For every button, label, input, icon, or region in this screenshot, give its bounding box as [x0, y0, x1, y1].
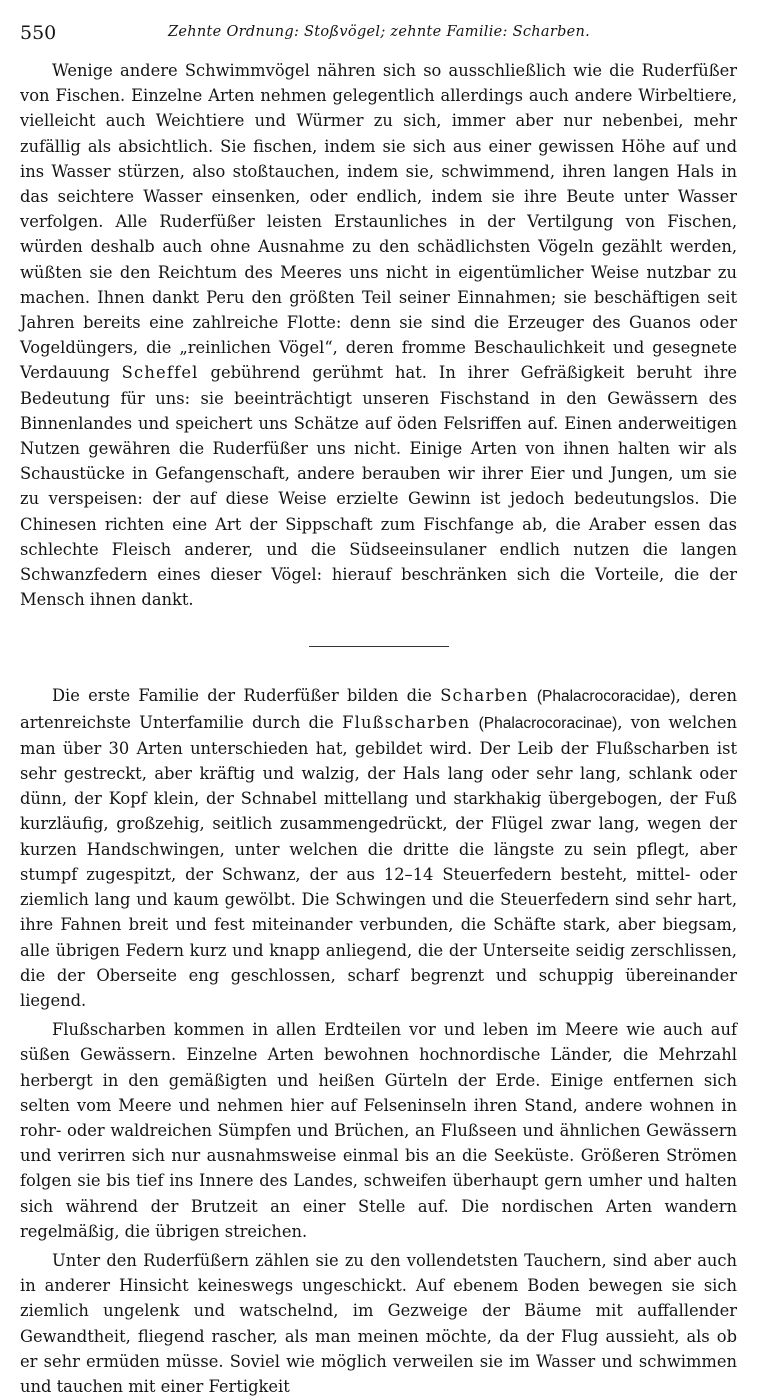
- latin-phalacrocoracidae: (Phalacrocoracidae): [536, 688, 676, 706]
- page-header: [20, 22, 737, 46]
- page-number: 550: [20, 22, 57, 44]
- paragraph-behavior: Unter den Ruderfüßern zählen sie zu den vollendetsten Tauchern, sind aber auch in anderer Hinsicht keineswegs ungeschickt. Auf ebenem Boden bewegen sie sich ziemlich ungelenk und watschelnd, im Gezweige der Bäume mit auffallender Gewandtheit, fliegend rascher, als man meinen möchte, da der Flug aussieht, als ob er sehr ermüden müsse. Soviel wie möglich verweilen sie im Wasser und schwimmen und tauchen mit einer Fertigkeit: [20, 1250, 737, 1396]
- name-scheffel: Scheffel: [121, 363, 199, 383]
- paragraph-fish-diet: Wenige andere Schwimmvögel nähren sich so ausschließlich wie die Ruderfüßer von Fischen. Einzelne Arten nehmen gelegentlich allerdings auch andere Wirbeltiere, vielleicht auch Weichtiere und Würmer zu sich, immer aber nur nebenbei, mehr zufällig als absichtlich. Sie fischen, indem sie sich aus einer gewissen Höhe auf und ins Wasser stürzen, also stoßtauchen, indem sie, schwimmend, ihren langen Hals in das seichtere Wasser einsenken, oder endlich, indem sie ihre Beute unter Wasser verfolgen. Alle Ruderfüßer leisten Erstaunliches in der Vertilgung von Fischen, würden deshalb auch ohne Ausnahme zu den schädlichsten Vögeln gezählt werden, wüßten sie den Reichtum des Meeres uns nicht in eigentümlicher Weise nutzbar zu machen. Ihnen dankt Peru den größten Teil seiner Einnahmen; sie beschäftigen seit Jahren bereits eine zahlreiche Flotte: denn sie sind die Erzeuger des Guanos oder Vogeldüngers, die „reinlichen Vögel“, deren fromme Beschaulichkeit und gesegnete Verdauung Scheffel gebührend gerühmt hat. In ihrer Gefräßigkeit beruht ihre Bedeutung für uns: sie beeinträchtigt unseren Fischstand in den Gewässern des Binnenlandes und speichert uns Schätze auf öden Felsriffen auf. Einen anderweitigen Nutzen gewähren die Ruderfüßer uns nicht. Einige Arten von ihnen halten wir als Schaustücke in Gefangenschaft, andere berauben wir ihrer Eier und Jungen, um sie zu verspeisen: der auf diese Weise erzielte Gewinn ist jedoch bedeutungslos. Die Chinesen richten eine Art der Sippschaft zum Fischfange ab, die Araber essen das schlechte Fleisch anderer, und die Südseeinsulaner endlich nutzen die langen Schwanzfedern eines dieser Vögel: hierauf beschränken sich die Vorteile, die der Mensch ihnen dankt.: [20, 61, 737, 610]
- latin-phalacrocoracinae: (Phalacrocoracinae): [478, 714, 618, 732]
- paragraph-family-description: Die erste Familie der Ruderfüßer bilden die Scharben (Phalacrocoracidae), deren artenreichste Unterfamilie durch die Flußscharben (Phalacrocoracinae), von welchen man über 30 Arten unterschieden hat, gebildet wird. Der Leib der Flußscharben ist sehr gestreckt, aber kräftig und walzig, der Hals lang oder sehr lang, schlank oder dünn, der Kopf klein, der Schnabel mittellang und starkhakig übergebogen, der Fuß kurzläufig, großzehig, seitlich zusammengedrückt, der Flügel zwar lang, wegen der kurzen Handschwingen, unter welchen die dritte die längste zu sein pflegt, aber stumpf zugespitzt, der Schwanz, der aus 12–14 Steuerfedern besteht, mittel- oder ziemlich lang und kaum gewölbt. Die Schwingen und die Steuerfedern sind sehr hart, ihre Fahnen breit und fest miteinander verbunden, die Schäfte stark, aber biegsam, alle übrigen Federn kurz und knapp anliegend, die der Unterseite seidig zerschlissen, die der Oberseite eng geschlossen, scharf begrenzt und schuppig übereinander liegend.: [20, 686, 737, 1010]
- paragraph-distribution: Flußscharben kommen in allen Erdteilen vor und leben im Meere wie auch auf süßen Gewässern. Einzelne Arten bewohnen hochnordische Länder, die Mehrzahl herbergt in den gemäßigten und heißen Gürteln der Erde. Einige entfernen sich selten vom Meere und nehmen hier auf Felseninseln ihren Stand, andere wohnen in rohr- oder waldreichen Sümpfen und Brüchen, an Flußseen und ähnlichen Gewässern und verirren sich nur ausnahmsweise einmal bis an die Seeküste. Größeren Strömen folgen sie bis tief ins Innere des Landes, schweifen überhaupt gern umher und halten sich während der Brutzeit an einer Stelle auf. Die nordischen Arten wandern regelmäßig, die übrigen streichen.: [20, 1020, 737, 1241]
- term-flussscharben: Flußscharben: [342, 712, 471, 732]
- running-head: Zehnte Ordnung: Stoßvögel; zehnte Familie: Scharben.: [168, 24, 591, 40]
- term-scharben: Scharben: [440, 686, 529, 706]
- section-divider: [309, 646, 449, 647]
- page-body: [20, 58, 737, 1399]
